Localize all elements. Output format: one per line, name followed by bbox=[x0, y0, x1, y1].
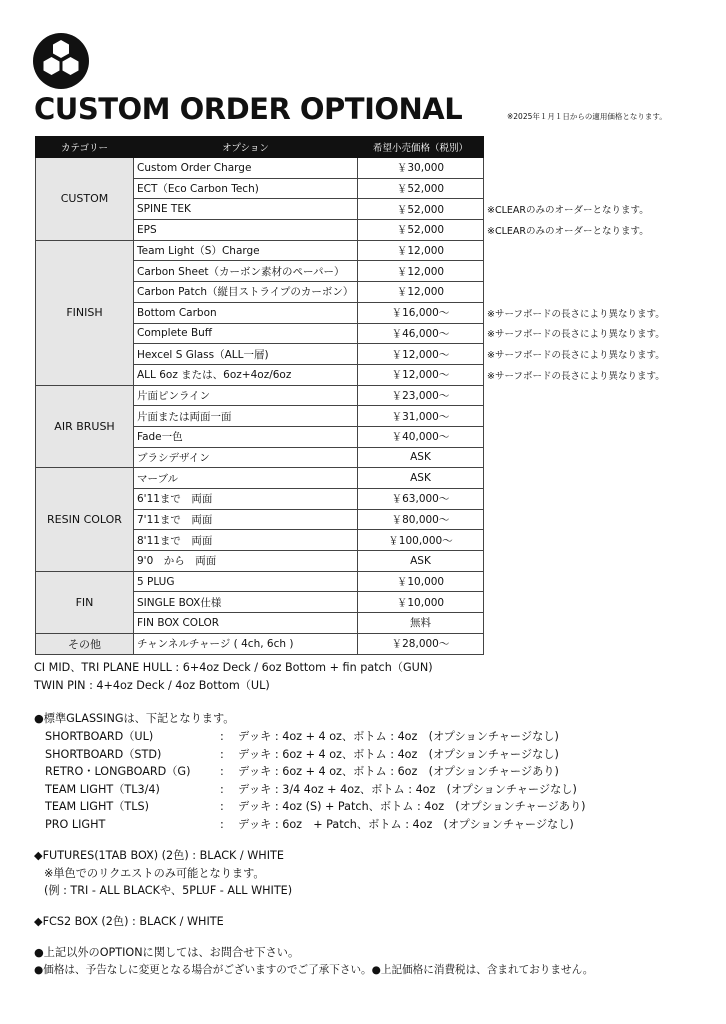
glassing-colon: : bbox=[220, 818, 224, 831]
glassing-colon: : bbox=[220, 800, 224, 814]
price-cell: ￥80,000〜 bbox=[358, 509, 484, 530]
option-cell: Team Light（S）Charge bbox=[134, 240, 358, 261]
price-cell: ￥12,000〜 bbox=[358, 344, 484, 365]
price-cell: ￥16,000〜 bbox=[358, 302, 484, 323]
table-row bbox=[36, 571, 694, 592]
table-row bbox=[36, 406, 694, 427]
option-cell: 6'11まで 両面 bbox=[134, 489, 358, 510]
table-row bbox=[36, 426, 694, 447]
futures-line: ◆FUTURES(1TAB BOX) (2色) : BLACK / WHITE bbox=[34, 849, 284, 862]
note-cell bbox=[484, 158, 694, 179]
category-cell: AIR BRUSH bbox=[36, 385, 134, 468]
table-row bbox=[36, 240, 694, 261]
header-price: 希望小売価格（税別） bbox=[358, 137, 484, 158]
note-cell bbox=[484, 489, 694, 510]
table-row bbox=[36, 158, 694, 179]
futures-section bbox=[34, 847, 292, 900]
table-row bbox=[36, 261, 694, 282]
option-cell: 7'11まで 両面 bbox=[134, 509, 358, 530]
glassing-spec: デッキ : 6oz + Patch、ボトム : 4oz (オプションチャージなし) bbox=[238, 818, 574, 831]
category-cell: その他 bbox=[36, 633, 134, 654]
price-cell: ￥12,000〜 bbox=[358, 364, 484, 385]
glassing-board-name: PRO LIGHT bbox=[45, 818, 106, 831]
price-cell: ￥28,000〜 bbox=[358, 633, 484, 654]
option-cell: SINGLE BOX仕様 bbox=[134, 592, 358, 613]
table-row bbox=[36, 592, 694, 613]
note-cell bbox=[484, 613, 694, 634]
price-cell: ￥23,000〜 bbox=[358, 385, 484, 406]
page-title: CUSTOM ORDER OPTIONAL bbox=[34, 92, 463, 126]
futures-sub2: (例 : TRI - ALL BLACKや、5PLUF - ALL WHITE) bbox=[44, 884, 293, 898]
notes-section bbox=[34, 659, 433, 694]
note-cell bbox=[484, 385, 694, 406]
glassing-board-name: RETRO・LONGBOARD（G) bbox=[45, 765, 191, 779]
glassing-board-name: SHORTBOARD（STD) bbox=[45, 747, 162, 761]
glassing-spec: デッキ : 4oz + 4 oz、ボトム : 4oz (オプションチャージなし) bbox=[238, 730, 559, 743]
price-cell: ￥12,000 bbox=[358, 240, 484, 261]
option-cell: 5 PLUG bbox=[134, 571, 358, 592]
note-cell: ※CLEARのみのオーダーとなります。 bbox=[487, 225, 649, 237]
note-cell: ※サーフボードの長さにより異なります。 bbox=[487, 370, 665, 382]
option-cell: チャンネルチャージ ( 4ch, 6ch ) bbox=[134, 633, 358, 654]
table-row bbox=[36, 364, 694, 385]
price-cell: ￥52,000 bbox=[358, 199, 484, 220]
category-cell: FINISH bbox=[36, 240, 134, 385]
table-row bbox=[36, 509, 694, 530]
note-cell: ※サーフボードの長さにより異なります。 bbox=[487, 329, 665, 341]
table-row bbox=[36, 530, 694, 551]
note-cell bbox=[484, 571, 694, 592]
effective-date-note: ※2025年１月１日からの適用価格となります。 bbox=[507, 112, 667, 121]
glassing-colon: : bbox=[220, 765, 224, 779]
table-row bbox=[36, 344, 694, 365]
category-cell: FIN bbox=[36, 571, 134, 633]
option-cell: ALL 6oz または、6oz+4oz/6oz bbox=[134, 364, 358, 385]
table-row bbox=[36, 447, 694, 468]
options-price-table bbox=[35, 136, 694, 655]
option-cell: 片面ピンライン bbox=[134, 385, 358, 406]
glassing-colon: : bbox=[220, 747, 224, 761]
option-cell: マーブル bbox=[134, 468, 358, 489]
price-cell: ￥10,000 bbox=[358, 571, 484, 592]
option-cell: Carbon Sheet（カーボン素材のペーパー） bbox=[134, 261, 358, 282]
header-category: カテゴリー bbox=[36, 137, 134, 158]
option-cell: FIN BOX COLOR bbox=[134, 613, 358, 634]
glassing-section bbox=[34, 710, 234, 728]
table-row bbox=[36, 633, 694, 654]
option-cell: 片面または両面一面 bbox=[134, 406, 358, 427]
table-row bbox=[36, 302, 694, 323]
price-cell: ￥31,000〜 bbox=[358, 406, 484, 427]
option-cell: Hexcel S Glass（ALL一層) bbox=[134, 344, 358, 365]
price-cell: ￥63,000〜 bbox=[358, 489, 484, 510]
table-row bbox=[36, 468, 694, 489]
option-cell: Fade一色 bbox=[134, 426, 358, 447]
price-cell: ￥30,000 bbox=[358, 158, 484, 179]
note-cell bbox=[484, 468, 694, 489]
glassing-colon: : bbox=[220, 730, 224, 743]
price-cell: ￥52,000 bbox=[358, 178, 484, 199]
price-cell: ￥40,000〜 bbox=[358, 426, 484, 447]
footer-line: ●価格は、予告なしに変更となる場合がございますのでご了承下さい。●上記価格に消費税は、含まれておりません。 bbox=[34, 964, 594, 976]
note-cell bbox=[484, 406, 694, 427]
table-row bbox=[36, 613, 694, 634]
note-cell bbox=[484, 178, 694, 199]
option-cell: 8'11まで 両面 bbox=[134, 530, 358, 551]
table-row bbox=[36, 489, 694, 510]
table-row bbox=[36, 282, 694, 303]
option-cell: Complete Buff bbox=[134, 323, 358, 344]
note-cell bbox=[484, 592, 694, 613]
table-row bbox=[36, 220, 694, 241]
header-option: オプション bbox=[134, 137, 358, 158]
table-row bbox=[36, 385, 694, 406]
glassing-heading: ●標準GLASSINGは、下記となります。 bbox=[34, 712, 235, 725]
table-row bbox=[36, 199, 694, 220]
table-row bbox=[36, 178, 694, 199]
note-cell bbox=[484, 240, 694, 261]
glassing-board-name: SHORTBOARD（UL) bbox=[45, 730, 154, 743]
glassing-spec: デッキ : 3/4 4oz + 4oz、ボトム : 4oz (オプションチャージなし) bbox=[238, 782, 577, 796]
table-header-row bbox=[36, 137, 694, 158]
fcs2-line: ◆FCS2 BOX (2色) : BLACK / WHITE bbox=[34, 915, 224, 928]
note-cell bbox=[484, 261, 694, 282]
option-cell: 9'0 から 両面 bbox=[134, 551, 358, 572]
price-cell: ASK bbox=[358, 551, 484, 572]
option-cell: Carbon Patch（縦目ストライプのカーボン） bbox=[134, 282, 358, 303]
option-cell: Bottom Carbon bbox=[134, 302, 358, 323]
price-cell: ￥46,000〜 bbox=[358, 323, 484, 344]
note-cell bbox=[484, 633, 694, 654]
category-cell: CUSTOM bbox=[36, 158, 134, 241]
note-twin-pin: TWIN PIN : 4+4oz Deck / 4oz Bottom（UL) bbox=[34, 678, 270, 692]
note-cell bbox=[484, 530, 694, 551]
price-cell: ￥52,000 bbox=[358, 220, 484, 241]
futures-sub1: ※単色でのリクエストのみ可能となります。 bbox=[44, 866, 265, 880]
note-cell: ※サーフボードの長さにより異なります。 bbox=[487, 308, 665, 320]
option-cell: Custom Order Charge bbox=[134, 158, 358, 179]
note-cell bbox=[484, 551, 694, 572]
note-cell: ※CLEARのみのオーダーとなります。 bbox=[487, 205, 649, 217]
brand-logo bbox=[33, 33, 89, 89]
price-cell: ￥12,000 bbox=[358, 282, 484, 303]
price-cell: ASK bbox=[358, 447, 484, 468]
price-cell: ￥10,000 bbox=[358, 592, 484, 613]
table-row bbox=[36, 551, 694, 572]
glassing-spec: デッキ : 6oz + 4 oz、ボトム : 6oz (オプションチャージあり) bbox=[238, 765, 559, 779]
price-cell: ￥100,000〜 bbox=[358, 530, 484, 551]
contact-line: ●上記以外のOPTIONに関しては、お問合せ下さい。 bbox=[34, 946, 300, 959]
price-cell: ASK bbox=[358, 468, 484, 489]
note-cell bbox=[484, 509, 694, 530]
note-cell: ※サーフボードの長さにより異なります。 bbox=[487, 350, 665, 362]
category-cell: RESIN COLOR bbox=[36, 468, 134, 571]
glassing-colon: : bbox=[220, 782, 224, 796]
glassing-spec: デッキ : 6oz + 4 oz、ボトム : 4oz (オプションチャージなし) bbox=[238, 747, 559, 761]
note-ci-mid: CI MID、TRI PLANE HULL : 6+4oz Deck / 6oz Bottom + fin patch（GUN) bbox=[34, 661, 433, 674]
option-cell: ECT（Eco Carbon Tech) bbox=[134, 178, 358, 199]
price-cell: ￥12,000 bbox=[358, 261, 484, 282]
note-cell bbox=[484, 426, 694, 447]
glassing-board-name: TEAM LIGHT（TLS) bbox=[45, 800, 149, 814]
price-cell: 無料 bbox=[358, 613, 484, 634]
option-cell: SPINE TEK bbox=[134, 199, 358, 220]
glassing-spec: デッキ : 4oz (S) + Patch、ボトム : 4oz (オプションチャージあり) bbox=[238, 800, 586, 814]
table-row bbox=[36, 323, 694, 344]
note-cell bbox=[484, 282, 694, 303]
option-cell: ブラシデザイン bbox=[134, 447, 358, 468]
option-cell: EPS bbox=[134, 220, 358, 241]
glassing-board-name: TEAM LIGHT（TL3/4) bbox=[45, 782, 160, 796]
note-cell bbox=[484, 447, 694, 468]
